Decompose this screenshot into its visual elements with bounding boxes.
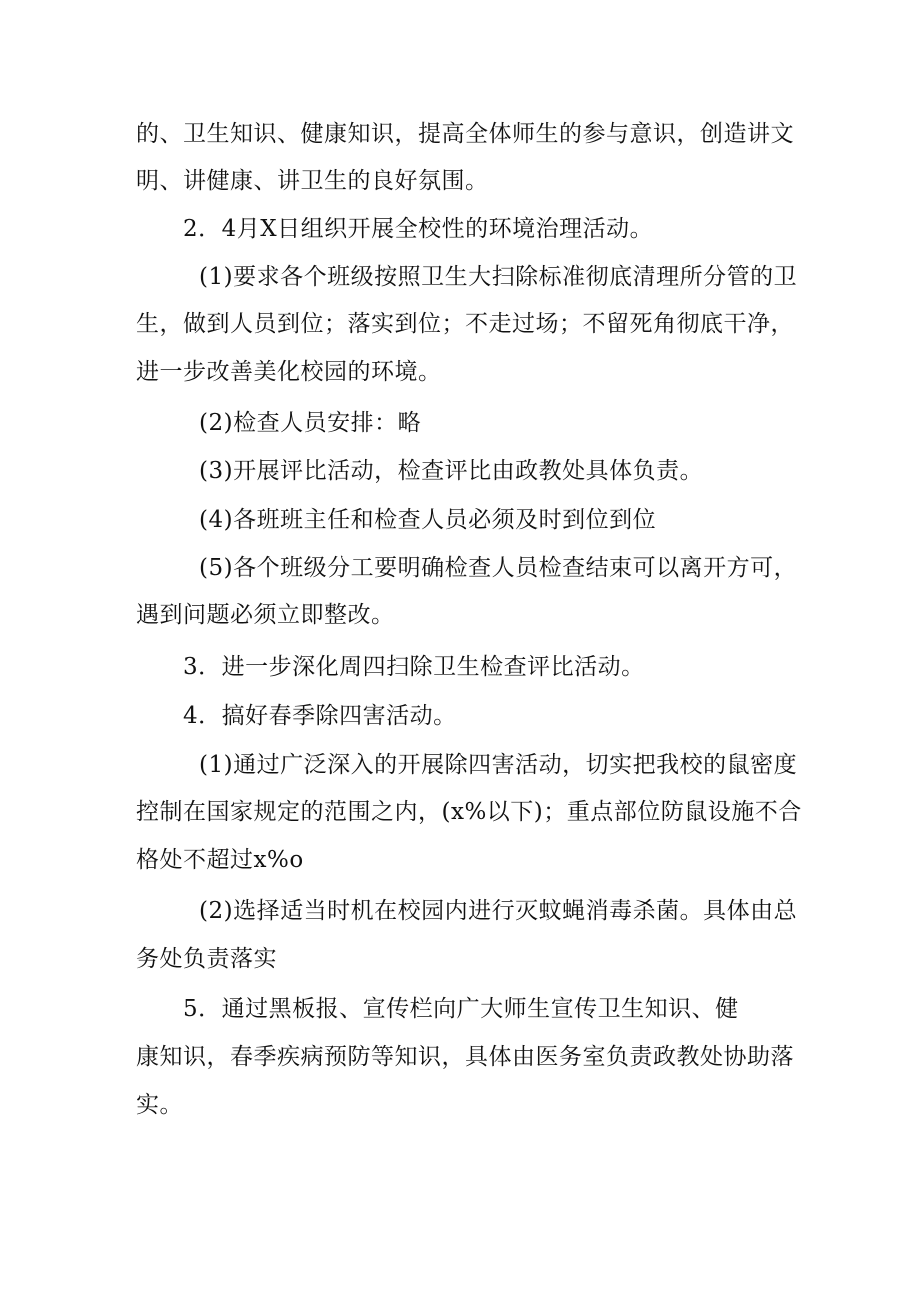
text-line: 遇到问题必须立即整改。 [136,602,395,628]
text-line: (2)选择适当时机在校园内进行灭蚊蝇消毒杀菌。具体由总 [199,898,798,924]
text-line: 5．通过黑板报、宣传栏向广大师生宣传卫生知识、健 [183,996,739,1022]
text-line: 实。 [136,1092,183,1118]
text-line: (1)通过广泛深入的开展除四害活动，切实把我校的鼠密度 [199,752,798,778]
text-line: 控制在国家规定的范围之内，(x%以下)；重点部位防鼠设施不合 [136,799,802,825]
text-line: 务处负责落实 [136,946,277,972]
text-line: 2．4月X日组织开展全校性的环境治理活动。 [183,216,654,242]
text-line: 3．进一步深化周四扫除卫生检查评比活动。 [183,654,645,680]
text-line: 进一步改善美化校园的环境。 [136,359,442,385]
text-line: 4．搞好春季除四害活动。 [183,703,457,729]
text-line: 格处不超过x%o [136,847,304,873]
text-line: (4)各班班主任和检查人员必须及时到位到位 [199,507,657,533]
text-line: (1)要求各个班级按照卫生大扫除标准彻底清理所分管的卫 [199,264,798,290]
text-line: (3)开展评比活动，检查评比由政教处具体负责。 [199,458,704,484]
text-line: 明、讲健康、讲卫生的良好氛围。 [136,168,489,194]
text-line: 康知识，春季疾病预防等知识，具体由医务室负责政教处协助落 [136,1044,794,1070]
text-line: (5)各个班级分工要明确检查人员检查结束可以离开方可， [199,555,798,581]
text-line: (2)检查人员安排：略 [199,410,422,436]
text-line: 的、卫生知识、健康知识，提高全体师生的参与意识，创造讲文 [136,121,794,147]
text-line: 生，做到人员到位；落实到位；不走过场；不留死角彻底干净， [136,311,794,337]
